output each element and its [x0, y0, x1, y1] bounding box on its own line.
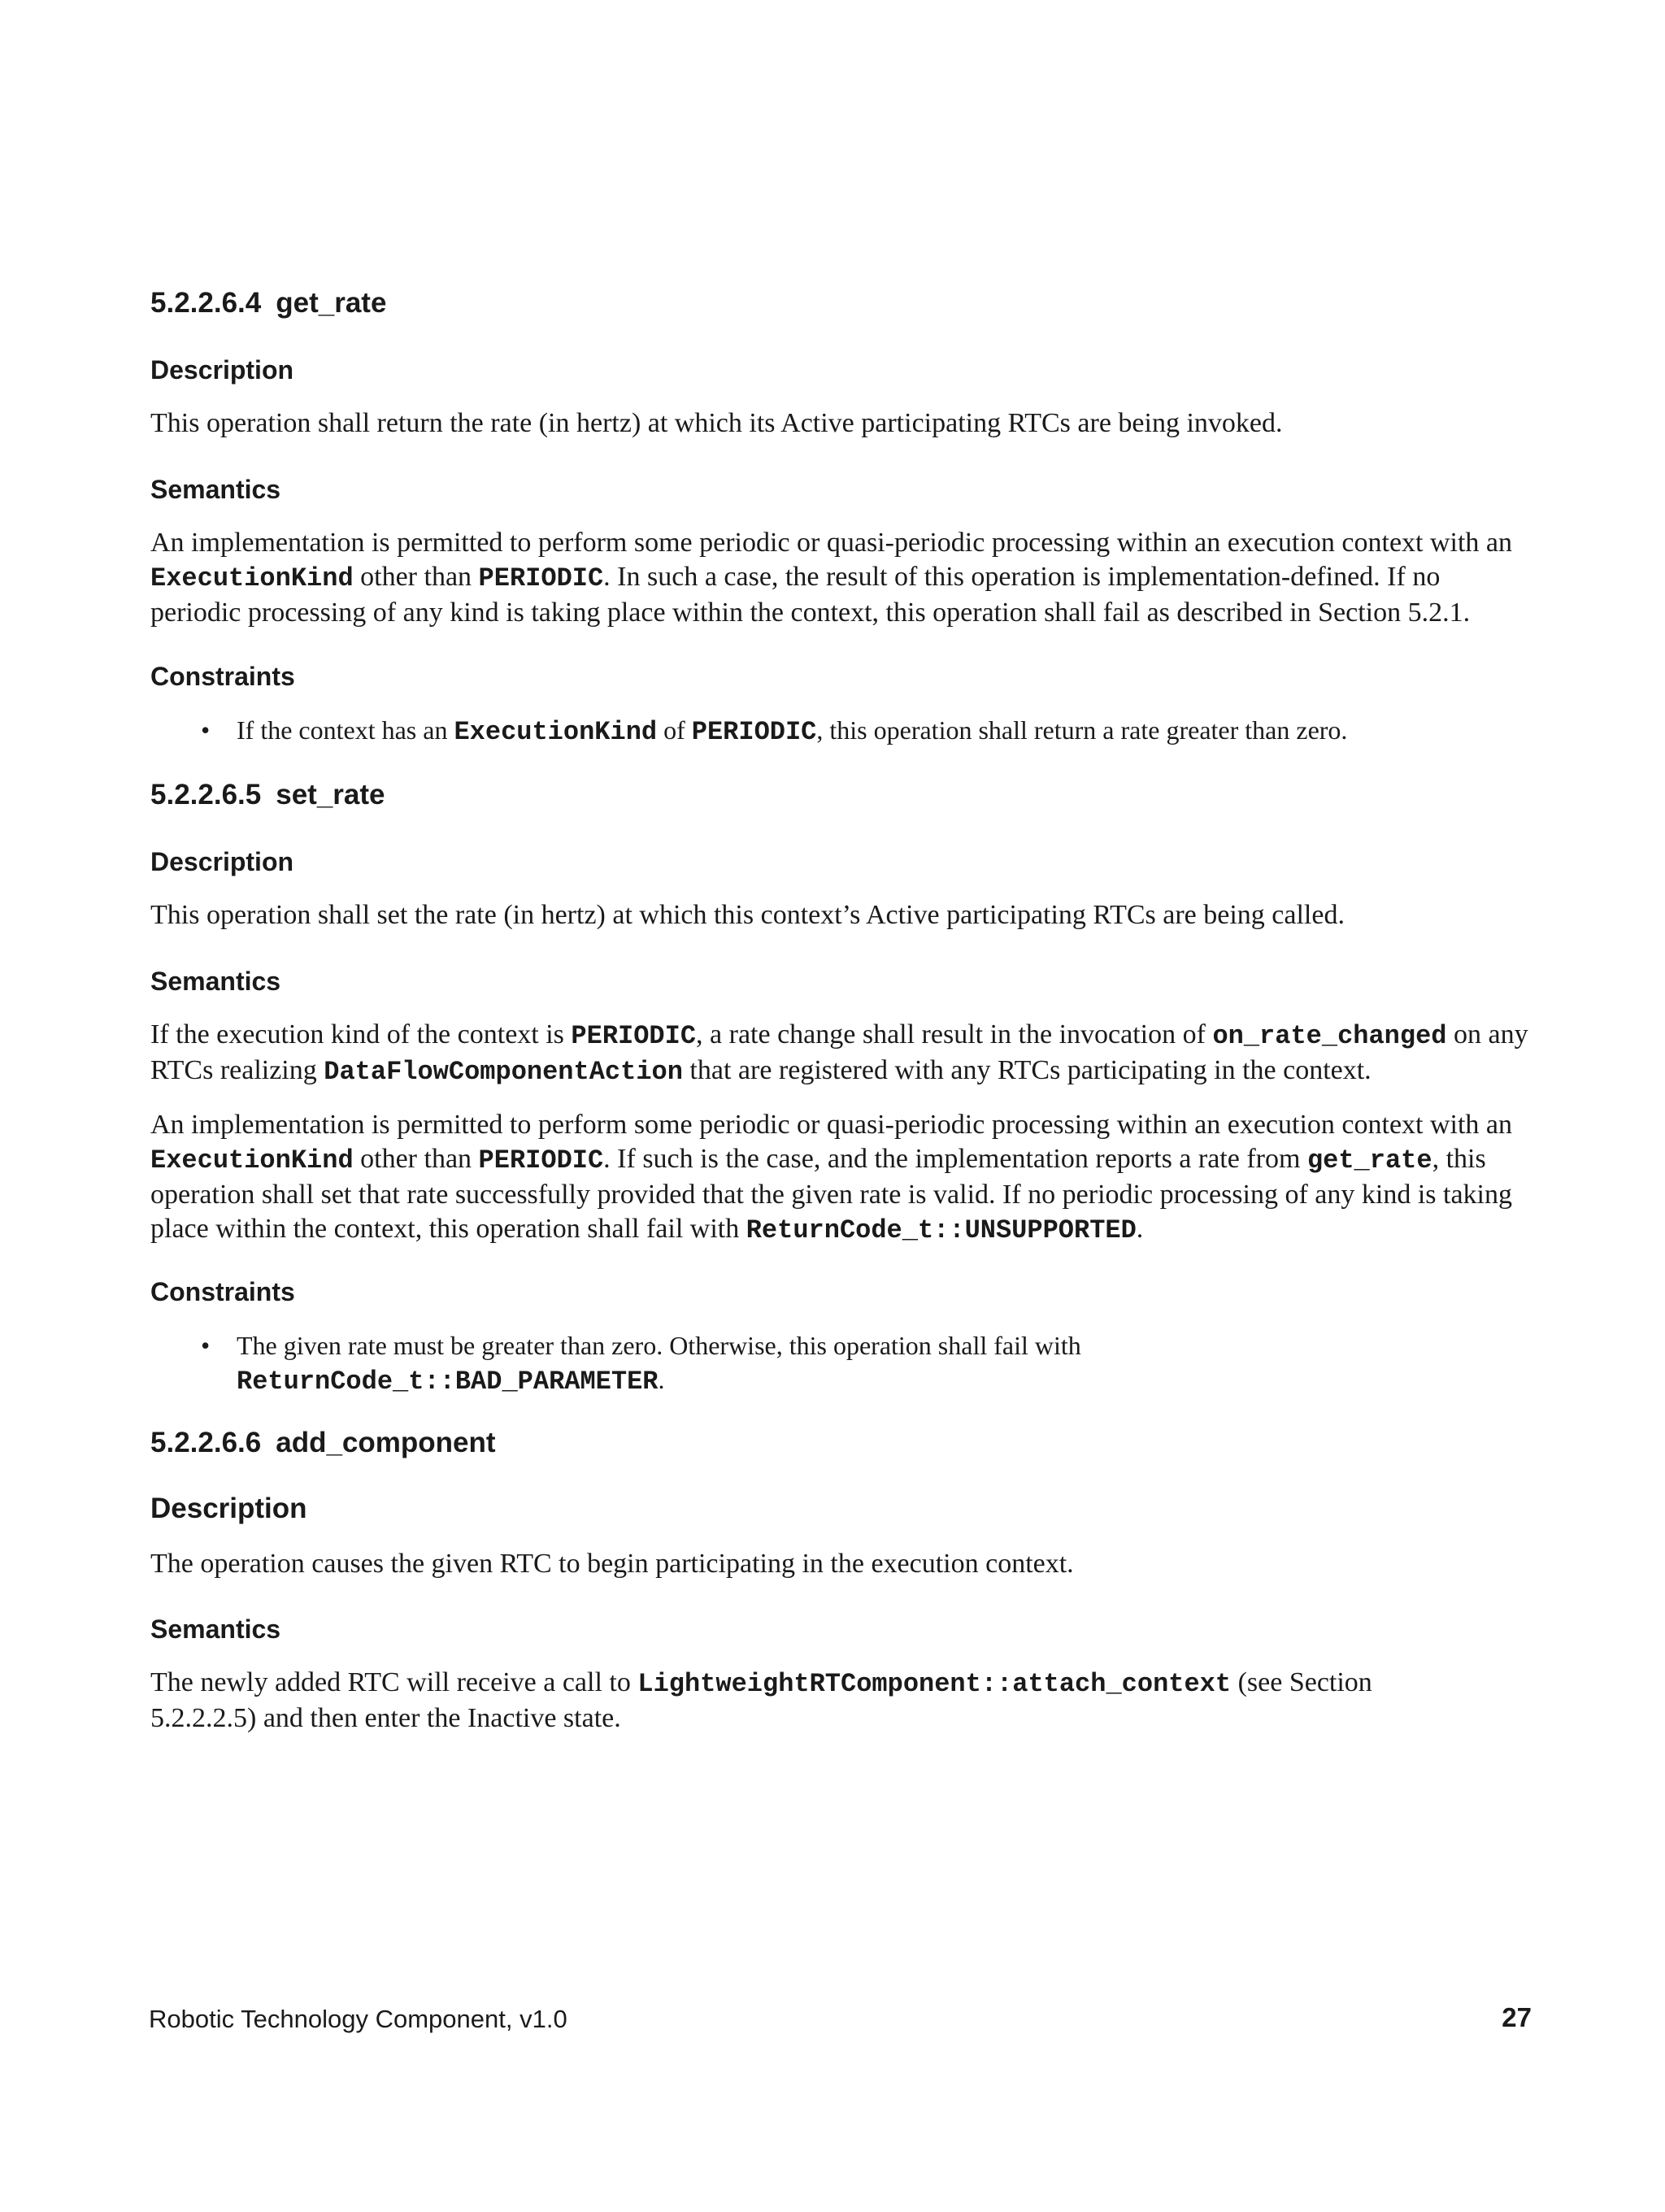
- section-heading: [150, 1426, 1532, 1460]
- section-number: 5.2.2.6.6: [150, 1427, 262, 1458]
- semantics-heading: Semantics: [150, 475, 281, 504]
- code-term: PERIODIC: [691, 717, 817, 747]
- list-item: • If the context has an ExecutionKind of PERIODIC, this operation shall return a rate greater than zero.: [150, 713, 1532, 750]
- semantics-paragraph: An implementation is permitted to perform some periodic or quasi-periodic processing within an execution context with an ExecutionKind other than PERIODIC. In such a case, the result of this operation is implementation-defined. If no periodic processing of any kind is taking place within the context, this operation shall fail as described in Section 5.2.1.: [150, 528, 1513, 628]
- section-number: 5.2.2.6.4: [150, 287, 262, 319]
- code-term: LightweightRTComponent::attach_context: [637, 1669, 1232, 1699]
- semantics-paragraph-2: An implementation is permitted to perform some periodic or quasi-periodic processing within an execution context with an ExecutionKind other than PERIODIC. If such is the case, and the implementation reports a rate from get_rate, this operation shall set that rate successfully provided that the given rate is valid. If no periodic processing of any kind is taking place within the context, this operation shall fail with ReturnCode_t::UNSUPPORTED.: [150, 1110, 1513, 1245]
- code-term: get_rate: [1306, 1145, 1432, 1176]
- code-term: PERIODIC: [478, 563, 604, 593]
- code-term: ReturnCode_t::UNSUPPORTED: [746, 1215, 1137, 1245]
- constraints-list: [150, 1328, 1532, 1399]
- section-name: add_component: [276, 1427, 496, 1458]
- section-get-rate: [150, 286, 1532, 320]
- page-number: 27: [1502, 2002, 1532, 2032]
- code-term: on_rate_changed: [1212, 1021, 1447, 1051]
- constraints-heading: Constraints: [150, 1277, 295, 1306]
- bullet: •: [201, 715, 211, 745]
- section-name: set_rate: [276, 779, 385, 810]
- description-heading: Description: [150, 847, 294, 876]
- description-heading: Description: [150, 355, 294, 385]
- footer-document-title: Robotic Technology Component, v1.0: [149, 2005, 567, 2033]
- code-term: PERIODIC: [571, 1021, 697, 1051]
- list-item: • The given rate must be greater than zero. Otherwise, this operation shall fail with ReturnCode_t::BAD_PARAMETER.: [150, 1328, 1532, 1399]
- description-heading: Description: [150, 1493, 307, 1524]
- semantics-paragraph-1: If the execution kind of the context is PERIODIC, a rate change shall result in the invocation of on_rate_changed on any RTCs realizing DataFlowComponentAction that are registered with any RTCs participating in the context.: [150, 1019, 1528, 1087]
- semantics-heading: Semantics: [150, 1614, 281, 1644]
- code-term: ReturnCode_t::BAD_PARAMETER: [237, 1367, 659, 1397]
- section-name: get_rate: [276, 287, 387, 319]
- section-set-rate: [150, 778, 1532, 812]
- constraints-list: [150, 713, 1532, 750]
- code-term: ExecutionKind: [150, 1145, 354, 1176]
- code-term: DataFlowComponentAction: [324, 1057, 683, 1087]
- bullet: •: [201, 1331, 211, 1360]
- section-add-component: [150, 1426, 1532, 1460]
- description-paragraph: This operation shall set the rate (in hertz) at which this context’s Active participating RTCs are being called.: [150, 900, 1345, 930]
- section-heading: [150, 778, 1532, 812]
- section-heading: [150, 286, 1532, 320]
- code-term: ExecutionKind: [454, 717, 658, 747]
- code-term: ExecutionKind: [150, 563, 354, 593]
- section-number: 5.2.2.6.5: [150, 779, 262, 810]
- description-paragraph: This operation shall return the rate (in hertz) at which its Active participating RTCs are being invoked.: [150, 408, 1283, 438]
- semantics-heading: Semantics: [150, 967, 281, 996]
- constraints-heading: Constraints: [150, 662, 295, 691]
- description-paragraph: The operation causes the given RTC to begin participating in the execution context.: [150, 1549, 1074, 1579]
- semantics-paragraph: The newly added RTC will receive a call to LightweightRTComponent::attach_context (see Section 5.2.2.2.5) and then enter the Inactive state.: [150, 1667, 1372, 1733]
- code-term: PERIODIC: [478, 1145, 604, 1176]
